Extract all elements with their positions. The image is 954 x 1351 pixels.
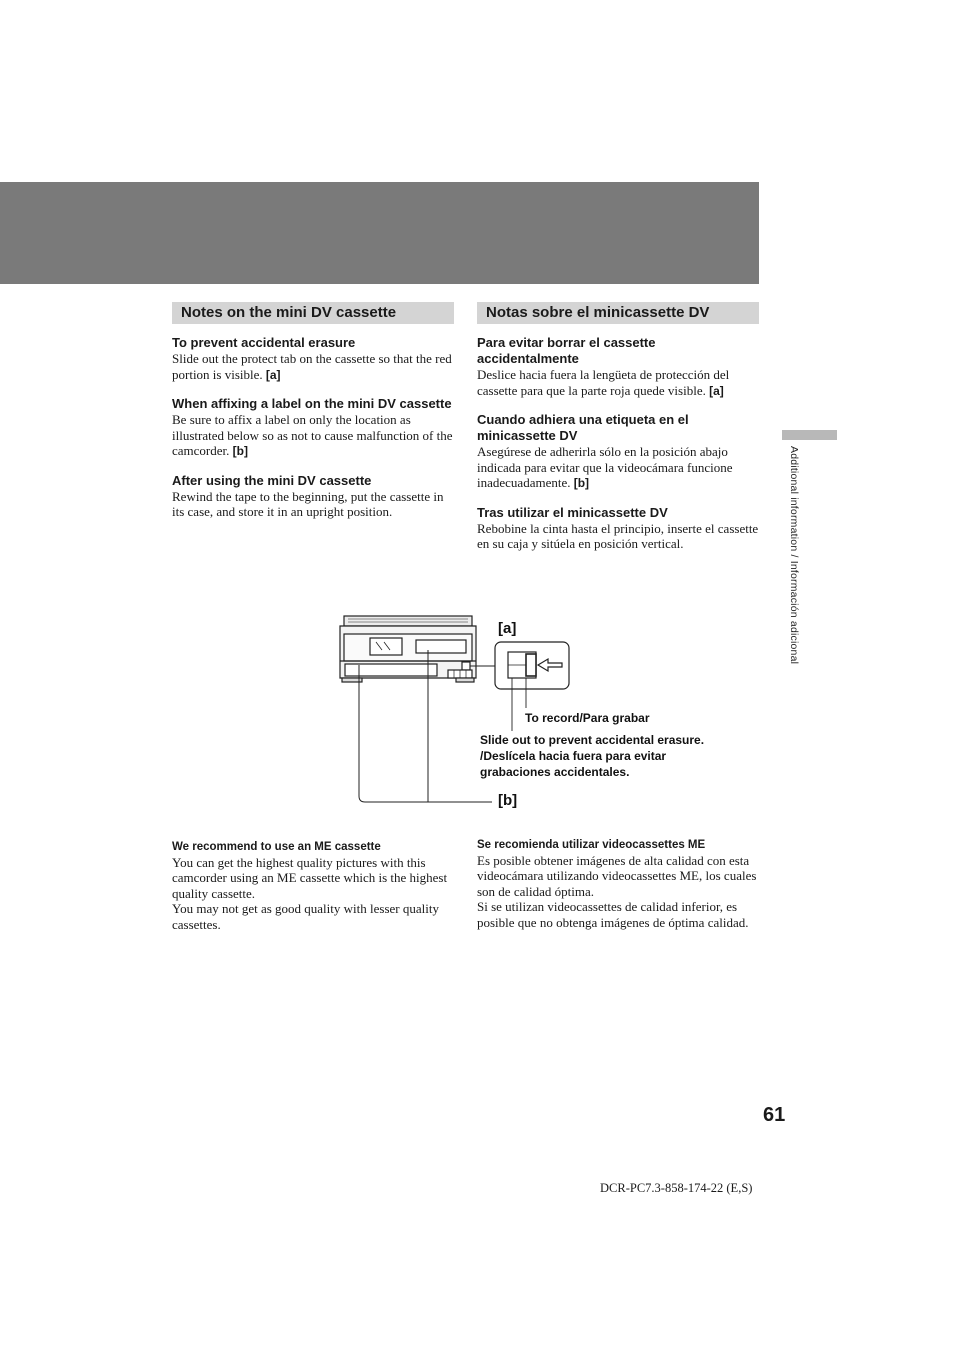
cassette-illustration — [330, 610, 730, 810]
diagram-label-b: [b] — [498, 792, 518, 809]
record-label: To record/Para grabar — [525, 711, 650, 725]
label-text: Be sure to affix a label on only the location as illustrated below so as not to cause malfunction of the camcorder. [b] — [172, 412, 453, 458]
slide-out-caption: Slide out to prevent accidental erasure. /Deslícela hacia fuera para evitar grabaciones accidentales. — [480, 733, 705, 779]
erasure-text: Slide out the protect tab on the cassette so that the red portion is visible. [a] — [172, 351, 452, 382]
etiqueta-text: Asegúrese de adherirla sólo en la posición abajo indicada para evitar que la videocámara funcione inadecuadamente. [b] — [477, 444, 733, 490]
spanish-column — [477, 302, 759, 565]
figure-ref-a: [a] — [709, 383, 724, 398]
english-column — [172, 302, 454, 533]
me-nota-text: Es posible obtener imágenes de alta calidad con esta videocámara utilizando videocassettes ME, los cuales son de calidad óptima. — [477, 853, 757, 899]
me-nota-heading: Se recomienda utilizar videocassettes ME — [477, 839, 706, 851]
erasure-heading: To prevent accidental erasure — [172, 335, 356, 350]
etiqueta-heading: Cuando adhiera una etiqueta en el minicassette DV — [477, 412, 689, 443]
me-nota-text-2: Si se utilizan videocassettes de calidad inferior, es posible que no obtenga imágenes de óptima calidad. — [477, 899, 749, 930]
protect-tab — [462, 662, 470, 670]
english-section-title: Notes on the mini DV cassette — [172, 302, 454, 324]
tras-utilizar-text: Rebobine la cinta hasta el principio, inserte el cassette en su caja y sitúela en posición vertical. — [477, 520, 759, 551]
after-use-text: Rewind the tape to the beginning, put the cassette in its case, and store it in an upright position. — [172, 488, 444, 519]
me-note-text: You can get the highest quality pictures with this camcorder using an ME cassette which is the highest quality cassette. — [172, 855, 448, 901]
me-cassette-note-es — [477, 838, 762, 930]
diagram-label-a: [a] — [498, 620, 517, 637]
section-tab-marker — [782, 430, 837, 440]
me-cassette-note-en — [172, 840, 457, 932]
label-heading: When affixing a label on the mini DV cassette — [172, 396, 452, 411]
figure-ref-b: [b] — [573, 476, 590, 490]
figure-ref-b: [b] — [232, 444, 248, 458]
document-code-footer: DCR-PC7.3-858-174-22 (E,S) — [600, 1181, 753, 1195]
page-number: 61 — [763, 1104, 786, 1126]
borrar-text: Deslice hacia fuera la lengüeta de protección del cassette para que la parte roja quede visible. [a] — [477, 367, 730, 398]
me-note-heading: We recommend to use an ME cassette — [172, 841, 381, 853]
after-use-heading: After using the mini DV cassette — [172, 472, 372, 488]
borrar-heading: Para evitar borrar el cassette accidentalmente — [477, 335, 656, 366]
header-banner — [0, 182, 759, 284]
cassette-top-edge — [344, 616, 472, 626]
figure-ref-a: [a] — [265, 367, 281, 382]
cassette-diagram — [330, 610, 730, 810]
section-side-label: Additional information / Información adicional — [788, 446, 800, 665]
spanish-section-title: Notas sobre el minicassette DV — [477, 302, 759, 324]
me-note-text-2: You may not get as good quality with lesser quality cassettes. — [172, 901, 439, 932]
tras-utilizar-heading: Tras utilizar el minicassette DV — [477, 504, 668, 520]
